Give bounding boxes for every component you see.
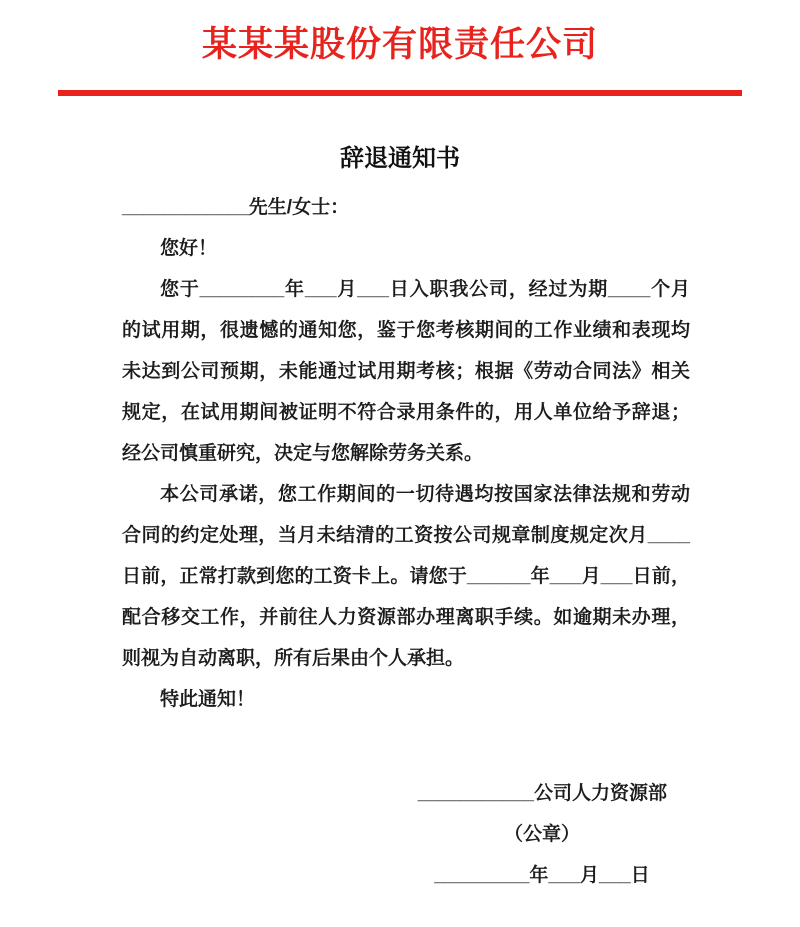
letter-body bbox=[122, 187, 690, 896]
signature-date-line: _________年___月___日 bbox=[434, 865, 650, 886]
signature-department-line: ___________公司人力资源部 bbox=[417, 783, 667, 804]
signature-block bbox=[417, 773, 667, 896]
letterhead bbox=[58, 0, 742, 96]
body-paragraph-2: 本公司承诺，您工作期间的一切待遇均按国家法律法规和劳动合同的约定处理，当月未结清的工资按公司规章制度规定次月____日前，正常打款到您的工资卡上。请您于______年___月___日前，配合移交工作，并前往人力资源部办理离职手续。如逾期未办理，则视为自动离职，所有后果由个人承担。 bbox=[122, 484, 690, 669]
signature-seal-line: （公章） bbox=[503, 824, 580, 845]
salutation-line: ____________先生/女士： bbox=[122, 197, 350, 218]
letterhead-divider-rule bbox=[58, 90, 742, 96]
closing-line: 特此通知！ bbox=[160, 689, 256, 710]
body-paragraph-1: 您于________年___月___日入职我公司，经过为期____个月的试用期，很遗憾的通知您，鉴于您考核期间的工作业绩和表现均未达到公司预期，未能通过试用期考核；根据《劳动合同法》相关规定，在试用期间被证明不符合录用条件的，用人单位给予辞退；经公司慎重研究，决定与您解除劳务关系。 bbox=[122, 279, 690, 464]
greeting-line: 您好！ bbox=[160, 238, 218, 259]
company-name-heading: 某某某股份有限责任公司 bbox=[201, 25, 598, 64]
document-title: 辞退通知书 bbox=[340, 145, 460, 172]
